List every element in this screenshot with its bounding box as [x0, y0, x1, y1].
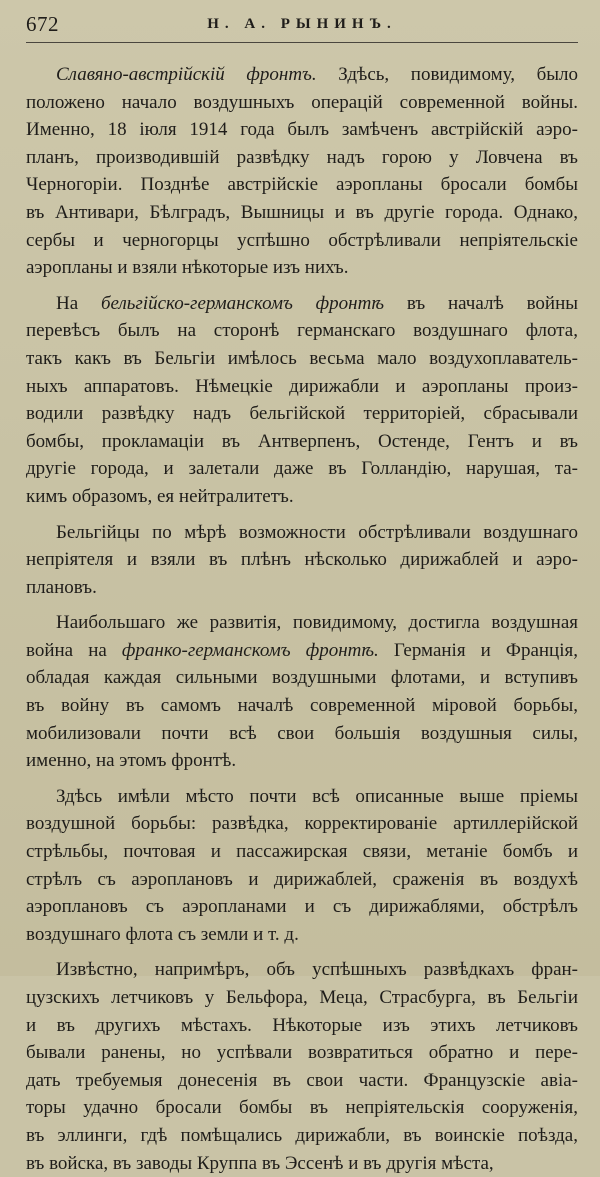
text-line: [26, 893, 578, 921]
text-line: [26, 838, 578, 866]
paragraph: [26, 783, 578, 949]
text-line: [26, 1039, 578, 1067]
text-line: [26, 866, 578, 894]
text-line: [26, 984, 578, 1012]
line-text: такъ какъ въ Бельгіи имѣлось весьма мало воздухоплаватель-: [26, 347, 578, 369]
text-line: [26, 574, 578, 602]
text-line: [26, 921, 578, 949]
text-line: [26, 254, 578, 282]
line-text: аэроплановъ съ аэропланами и съ дирижаблями, обстрѣлъ: [26, 896, 578, 918]
text-line: [26, 89, 578, 117]
line-text: воздушной борьбы: развѣдка, корректированіе артиллерійской: [26, 813, 578, 835]
text-line: [26, 144, 578, 172]
text-line: [26, 1067, 578, 1095]
text-line: [26, 400, 578, 428]
page-header: [26, 8, 578, 43]
line-text: кимъ образомъ, ея нейтралитетъ.: [26, 485, 294, 507]
line-text: ныхъ аппаратовъ. Нѣмецкіе дирижабли и аэропланы произ-: [26, 375, 578, 397]
text-line: [26, 1150, 578, 1177]
line-text: въ войска, въ заводы Круппа въ Эссенѣ и въ другія мѣста,: [26, 1152, 494, 1174]
line-text: бомбы, прокламаціи въ Антверпенъ, Остенде, Гентъ и въ: [26, 430, 578, 452]
line-text: мобилизовали почти всѣ свои большія воздушныя силы,: [26, 722, 578, 744]
line-text: въ Антивари, Бѣлградъ, Вышницы и въ другіе города. Однако,: [26, 201, 578, 223]
line-text: стрѣльбы, почтовая и пассажирская связи, метаніе бомбъ и: [26, 841, 578, 863]
text-line: [26, 637, 578, 665]
line-text: непріятеля и взяли въ плѣнъ нѣсколько дирижаблей и аэро-: [26, 549, 578, 571]
line-text: именно, на этомъ фронтѣ.: [26, 750, 237, 772]
line-text: въ эллинги, гдѣ помѣщались дирижабли, въ воинскіе поѣзда,: [26, 1124, 578, 1146]
text-line: [26, 1122, 578, 1150]
text-line: [26, 171, 578, 199]
line-text: Именно, 18 іюля 1914 года былъ замѣченъ австрійскій аэро-: [26, 119, 578, 141]
text-line: [26, 428, 578, 456]
running-head: Н. А. РЫНИНЪ.: [207, 16, 397, 32]
line-text-rest: Германія и Франція,: [378, 639, 578, 661]
line-text: цузскихъ летчиковъ у Бельфора, Меца, Страсбурга, въ Бельгіи: [26, 987, 578, 1008]
text-line: [26, 483, 578, 511]
line-text: воздушнаго флота съ земли и т. д.: [26, 923, 299, 945]
text-line: [26, 373, 578, 401]
paragraph: [26, 61, 578, 282]
line-text-lead: На: [56, 292, 101, 314]
page-body: [26, 61, 578, 1177]
line-text: планъ, производившій развѣдку надъ горою у Ловчена въ: [26, 146, 578, 168]
text-line: [26, 720, 578, 748]
paragraph: [26, 956, 578, 1177]
line-text: сербы и черногорцы успѣшно обстрѣливали непріятельскіе: [26, 229, 578, 251]
line-text: бывали ранены, но успѣвали возвратиться обратно и пере-: [26, 1042, 578, 1064]
paragraph: [26, 519, 578, 602]
text-line: [26, 116, 578, 144]
text-line: [26, 1094, 578, 1122]
line-text-lead: война на: [26, 639, 122, 661]
text-line: [26, 783, 578, 811]
line-text: въ войну въ самомъ началѣ современной міровой борьбы,: [26, 695, 578, 717]
line-text: перевѣсъ былъ на сторонѣ германскаго воздушнаго флота,: [26, 320, 578, 342]
text-line: [26, 227, 578, 255]
line-text: Наибольшаго же развитія, повидимому, достигла воздушная: [56, 612, 578, 634]
italic-heading: бельгійско-германскомъ фронтѣ: [100, 292, 384, 314]
line-text: Извѣстно, напримѣръ, объ успѣшныхъ развѣдкахъ фран-: [56, 959, 578, 981]
line-text-rest: Здѣсь, повидимому, было: [316, 64, 578, 85]
line-text: Бельгійцы по мѣрѣ возможности обстрѣливали воздушнаго: [56, 521, 578, 543]
line-text: торы удачно бросали бомбы въ непріятельскія сооруженія,: [26, 1097, 578, 1119]
line-text: Черногоріи. Позднѣе австрійскіе аэропланы бросали бомбы: [26, 174, 578, 196]
line-text: водили развѣдку надъ бельгійской территоріей, сбрасывали: [26, 403, 578, 425]
text-line: [26, 290, 578, 318]
line-text: и въ другихъ мѣстахъ. Нѣкоторые изъ этихъ летчиковъ: [26, 1014, 578, 1036]
italic-heading: франко-германскомъ фронтѣ.: [121, 639, 379, 661]
text-line: [26, 956, 578, 984]
text-line: [26, 519, 578, 547]
text-line: [26, 199, 578, 227]
paragraph: [26, 290, 578, 511]
text-line: [26, 61, 578, 89]
text-line: [26, 609, 578, 637]
text-line: [26, 1012, 578, 1040]
text-line: [26, 345, 578, 373]
text-line: [26, 455, 578, 483]
line-text: плановъ.: [26, 576, 97, 598]
text-line: [26, 747, 578, 775]
text-line: [26, 810, 578, 838]
line-text: обладая каждая сильными воздушными флотами, и вступивъ: [26, 667, 578, 689]
text-line: [26, 317, 578, 345]
line-text: другіе города, и залетали даже въ Голландію, нарушая, та-: [26, 458, 578, 480]
line-text: аэропланы и взяли нѣкоторые изъ нихъ.: [26, 257, 349, 279]
text-line: [26, 546, 578, 574]
paragraph: [26, 609, 578, 775]
line-text: стрѣлъ съ аэроплановъ и дирижаблей, сраженія въ воздухѣ: [26, 868, 578, 890]
text-line: [26, 692, 578, 720]
line-text: дать требуемыя донесенія въ свои части. Французскіе авіа-: [26, 1069, 578, 1091]
text-line: [26, 664, 578, 692]
line-text-rest: въ началѣ войны: [384, 292, 579, 314]
line-text: Здѣсь имѣли мѣсто почти всѣ описанные выше пріемы: [56, 785, 578, 807]
page-number: 672: [26, 12, 59, 36]
italic-heading: Славяно-австрійскій фронтъ.: [56, 64, 317, 85]
line-text: положено начало воздушныхъ операцій современной войны.: [26, 91, 578, 113]
